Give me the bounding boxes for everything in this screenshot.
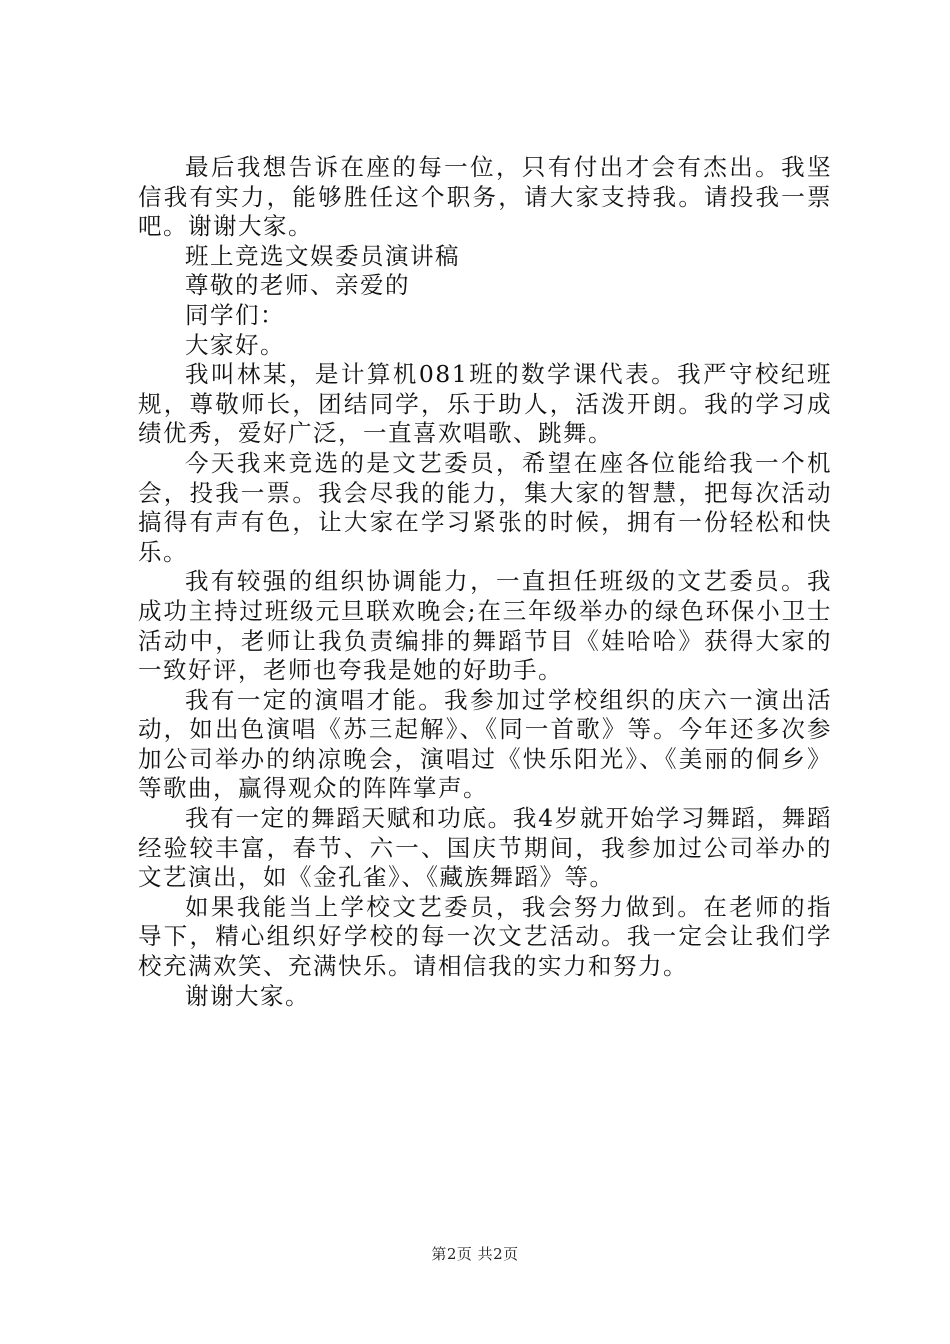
speech-title: 班上竞选文娱委员演讲稿	[185, 241, 460, 270]
paragraph-thanks: 谢谢大家。	[185, 981, 310, 1010]
paragraph-closing-remarks: 最后我想告诉在座的每一位，只有付出才会有杰出。我坚信我有实力，能够胜任这个职务，请大家支持我。请投我一票吧。谢谢大家。	[138, 153, 832, 241]
greeting: 大家好。	[185, 330, 285, 359]
paragraph-singing: 我有一定的演唱才能。我参加过学校组织的庆六一演出活动，如出色演唱《苏三起解》、《同一首歌》等。今年还多次参加公司举办的纳凉晚会，演唱过《快乐阳光》、《美丽的侗乡》等歌曲，赢得观众的阵阵掌声。	[138, 685, 832, 803]
salutation-line-1: 尊敬的老师、亲爱的	[185, 271, 410, 300]
paragraph-introduction: 我叫林某，是计算机081班的数学课代表。我严守校纪班规，尊敬师长，团结同学，乐于助人，活泼开朗。我的学习成绩优秀，爱好广泛，一直喜欢唱歌、跳舞。	[138, 360, 832, 448]
page-number-footer: 第2页 共2页	[431, 1245, 519, 1263]
salutation-line-2: 同学们：	[185, 300, 285, 329]
paragraph-organization-skills: 我有较强的组织协调能力，一直担任班级的文艺委员。我成功主持过班级元旦联欢晚会;在三年级举办的绿色环保小卫士活动中，老师让我负责编排的舞蹈节目《娃哈哈》获得大家的一致好评，老师也夸我是她的好助手。	[138, 567, 832, 685]
paragraph-dancing: 我有一定的舞蹈天赋和功底。我4岁就开始学习舞蹈，舞蹈经验较丰富，春节、六一、国庆节期间，我参加过公司举办的文艺演出，如《金孔雀》、《藏族舞蹈》等。	[138, 804, 832, 892]
document-body	[138, 153, 832, 1011]
paragraph-candidacy: 今天我来竞选的是文艺委员，希望在座各位能给我一个机会，投我一票。我会尽我的能力，集大家的智慧，把每次活动搞得有声有色，让大家在学习紧张的时候，拥有一份轻松和快乐。	[138, 448, 832, 566]
paragraph-commitment: 如果我能当上学校文艺委员，我会努力做到。在老师的指导下，精心组织好学校的每一次文艺活动。我一定会让我们学校充满欢笑、充满快乐。请相信我的实力和努力。	[138, 892, 832, 981]
